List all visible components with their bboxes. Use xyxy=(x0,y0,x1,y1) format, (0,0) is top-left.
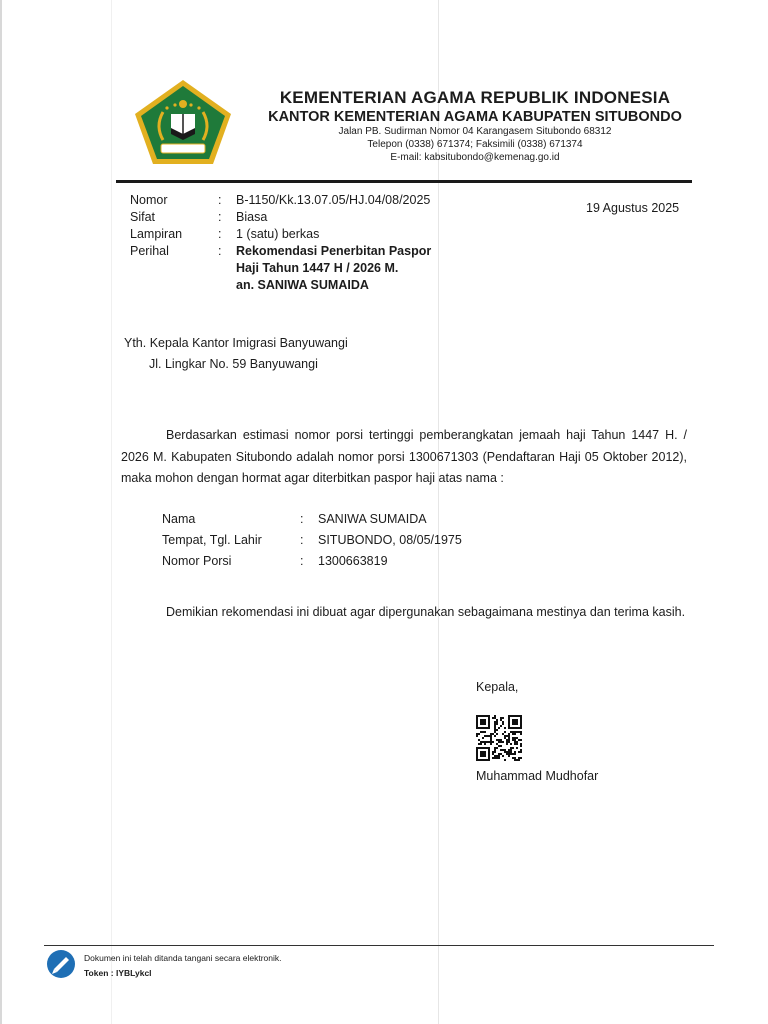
kemenag-logo-icon xyxy=(133,78,233,166)
identity-value: 1300663819 xyxy=(318,554,388,568)
meta-lampiran xyxy=(130,226,431,243)
letterhead-divider xyxy=(116,180,692,183)
letter-subject xyxy=(236,243,431,294)
meta-label: Nomor xyxy=(130,193,168,207)
body-paragraph-2: Demikian rekomendasi ini dibuat agar dipergunakan sebagaimana mestinya dan terima kasih. xyxy=(166,605,686,619)
identity-row xyxy=(162,530,462,551)
identity-colon: : xyxy=(300,533,304,547)
meta-colon: : xyxy=(218,210,222,224)
subject-line: Rekomendasi Penerbitan Paspor xyxy=(236,244,432,258)
footer-note: Dokumen ini telah ditanda tangani secara elektronik. xyxy=(84,953,282,963)
office-phone: Telepon (0338) 671374; Faksimili (0338) 671374 xyxy=(367,139,583,150)
body-paragraph-1: Berdasarkan estimasi nomor porsi tertinggi pemberangkatan jemaah haji Tahun 1447 H. / 2026 M. Kabupaten Situbondo adalah nomor porsi 1300671303 (Pendaftaran Haji 05 Oktober 2012), maka mohon dengan hormat agar diterbitkan paspor haji atas nama : xyxy=(121,428,687,485)
page-edge xyxy=(0,0,2,1024)
addressee-address: Jl. Lingkar No. 59 Banyuwangi xyxy=(149,357,318,371)
fold-line-left xyxy=(111,0,112,1024)
letterhead xyxy=(250,88,700,164)
subject-line: an. SANIWA SUMAIDA xyxy=(236,278,369,292)
letter-meta xyxy=(130,192,431,294)
letter-nature: Biasa xyxy=(236,210,268,224)
meta-sifat xyxy=(130,209,431,226)
ministry-name: KEMENTERIAN AGAMA REPUBLIK INDONESIA xyxy=(279,88,671,107)
identity-table xyxy=(162,509,462,572)
identity-row xyxy=(162,551,462,572)
letter-date: 19 Agustus 2025 xyxy=(586,201,680,215)
meta-nomor xyxy=(130,192,431,209)
meta-label: Lampiran xyxy=(130,227,183,241)
meta-colon: : xyxy=(218,244,222,258)
identity-colon: : xyxy=(300,554,304,568)
meta-label: Perihal xyxy=(130,244,169,258)
identity-colon: : xyxy=(300,512,304,526)
identity-label: Nama xyxy=(162,512,196,526)
signer-name: Muhammad Mudhofar xyxy=(476,769,599,783)
subject-line: Haji Tahun 1447 H / 2026 M. xyxy=(236,261,399,275)
identity-label: Tempat, Tgl. Lahir xyxy=(162,533,262,547)
office-email: E-mail: kabsitubondo@kemenag.go.id xyxy=(390,152,560,163)
footer-text xyxy=(84,951,282,981)
addressee-name: Yth. Kepala Kantor Imigrasi Banyuwangi xyxy=(124,336,348,350)
letter-attachment: 1 (satu) berkas xyxy=(236,227,320,241)
office-address: Jalan PB. Sudirman Nomor 04 Karangasem Situbondo 68312 xyxy=(338,126,612,137)
identity-label: Nomor Porsi xyxy=(162,554,232,568)
office-name: KANTOR KEMENTERIAN AGAMA KABUPATEN SITUBONDO xyxy=(268,109,682,125)
signature-title: Kepala, xyxy=(476,680,519,694)
e-signature-icon xyxy=(46,949,76,979)
identity-value: SANIWA SUMAIDA xyxy=(318,512,427,526)
meta-colon: : xyxy=(218,193,222,207)
meta-perihal xyxy=(130,243,431,294)
identity-row xyxy=(162,509,462,530)
footer-token: Token : IYBLykcl xyxy=(84,968,152,978)
meta-colon: : xyxy=(218,227,222,241)
qr-code-icon[interactable] xyxy=(476,715,522,761)
meta-label: Sifat xyxy=(130,210,156,224)
footer-divider xyxy=(44,945,714,946)
identity-value: SITUBONDO, 08/05/1975 xyxy=(318,533,462,547)
letter-number: B-1150/Kk.13.07.05/HJ.04/08/2025 xyxy=(236,193,431,207)
addressee xyxy=(124,333,348,375)
